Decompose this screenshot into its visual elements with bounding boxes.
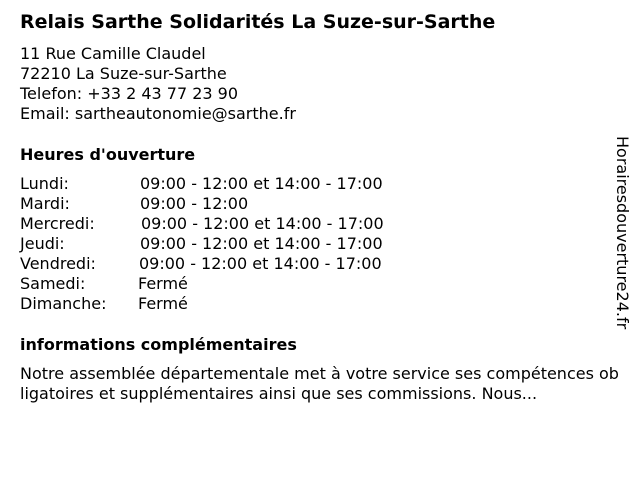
email-address: Email: sartheautonomie@sarthe.fr	[20, 104, 296, 123]
day-label: Dimanche:	[20, 294, 107, 313]
time-value: 09:00 - 12:00 et 14:00 - 17:00	[141, 214, 384, 233]
description-text: Notre assemblée départementale met à votre service ses compétences obligatoires et supplémentaires ainsi que ses commissions. Nous...	[20, 364, 619, 403]
day-label: Mercredi:	[20, 214, 95, 233]
time-value: 09:00 - 12:00 et 14:00 - 17:00	[140, 174, 383, 193]
watermark-text: Horairesdouverture24.fr	[613, 136, 632, 330]
day-label: Samedi:	[20, 274, 86, 293]
day-label: Jeudi:	[20, 234, 65, 253]
page-title: Relais Sarthe Solidarités La Suze-sur-Sarthe	[20, 11, 496, 33]
day-label: Vendredi:	[20, 254, 96, 273]
day-label: Mardi:	[20, 194, 70, 213]
time-value: Fermé	[138, 294, 188, 313]
phone-number: Telefon: +33 2 43 77 23 90	[20, 84, 239, 103]
time-value: Fermé	[138, 274, 188, 293]
address-city: 72210 La Suze-sur-Sarthe	[20, 64, 227, 83]
hours-heading: Heures d'ouverture	[20, 145, 196, 164]
time-value: 09:00 - 12:00	[140, 194, 249, 213]
info-heading: informations complémentaires	[20, 335, 297, 354]
day-label: Lundi:	[20, 174, 69, 193]
time-value: 09:00 - 12:00 et 14:00 - 17:00	[140, 234, 383, 253]
address-street: 11 Rue Camille Claudel	[20, 44, 206, 63]
address-block	[20, 44, 296, 124]
time-value: 09:00 - 12:00 et 14:00 - 17:00	[139, 254, 382, 273]
site-watermark	[612, 136, 632, 346]
